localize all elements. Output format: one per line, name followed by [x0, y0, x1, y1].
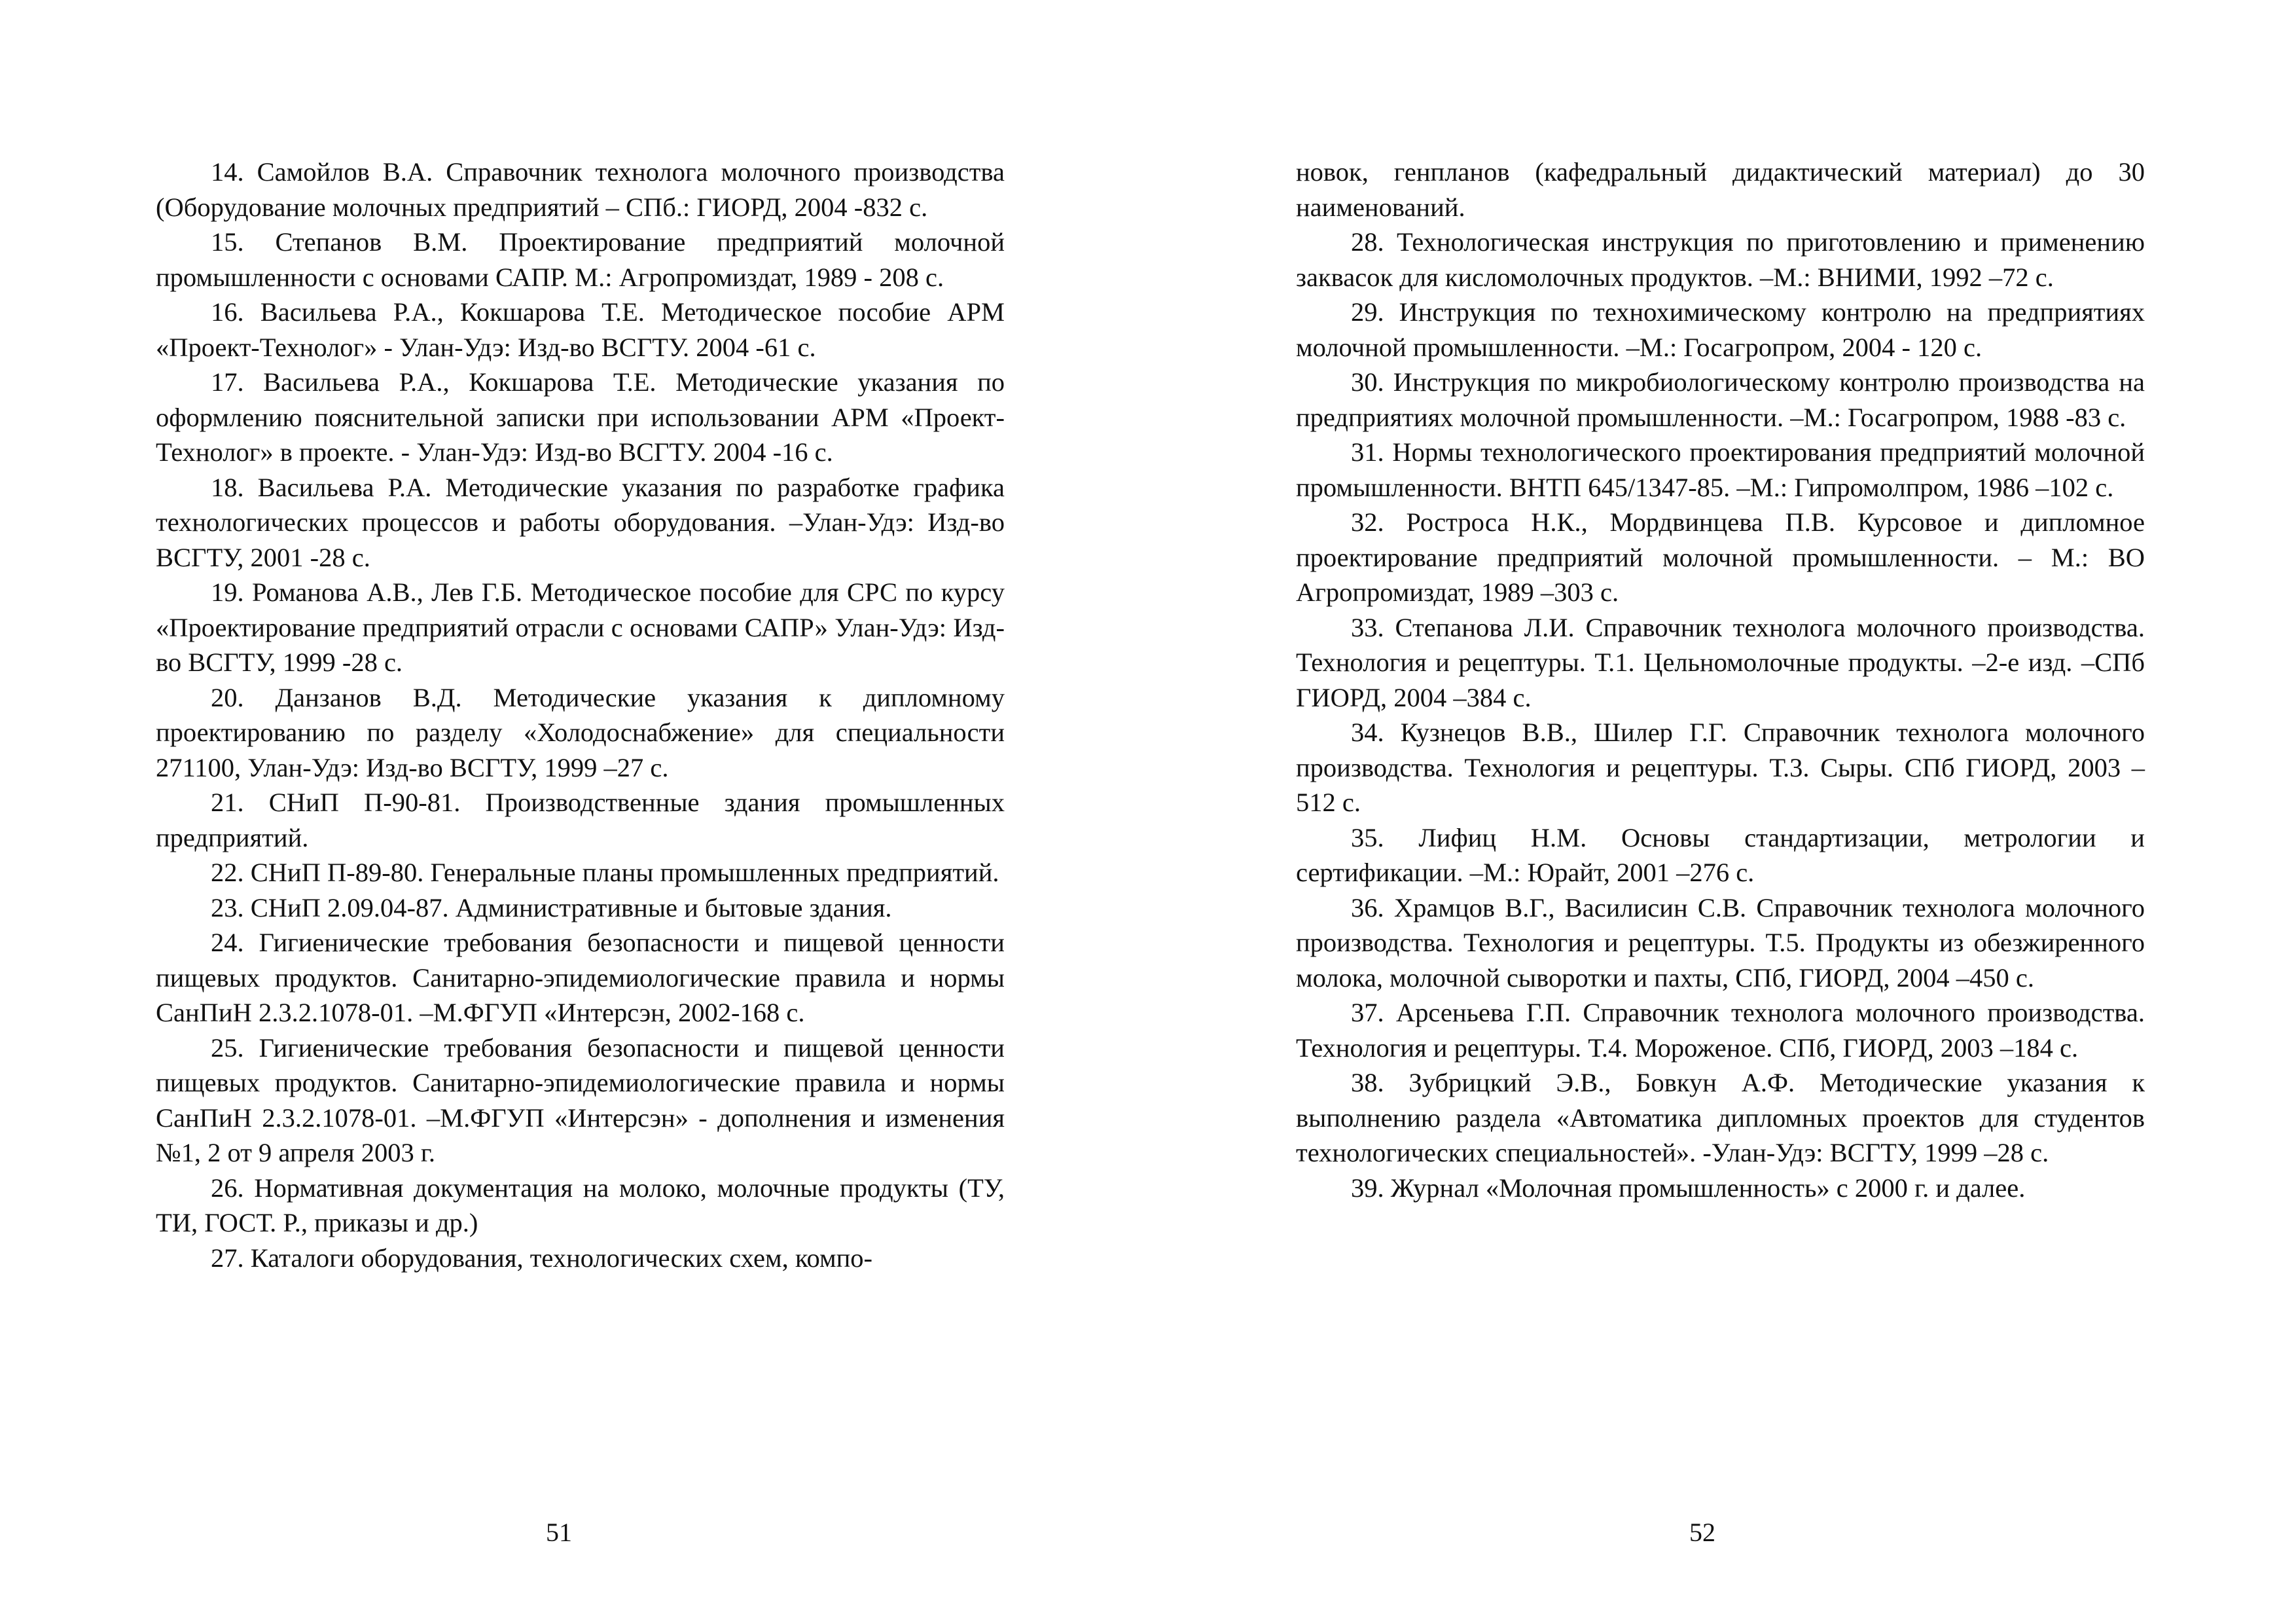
reference-entry-32: 32. Ростроса Н.К., Мордвинцева П.В. Курсовое и дипломное проектирование предприятий молочной промышленности. – М.: ВО Агропромиздат, 1989 –303 с. [1296, 507, 2145, 607]
reference-entry-17: 17. Васильева Р.А., Кокшарова Т.Е. Методические указания по оформлению пояснительной записки при использовании АРМ «Проект-Технолог» в проекте. - Улан-Удэ: Изд-во ВСГТУ. 2004 -16 с. [156, 367, 1005, 467]
reference-entry-25: 25. Гигиенические требования безопасности и пищевой ценности пищевых продуктов. Санитарно-эпидемиологические правила и нормы СанПиН 2.3.2.1078-01. –М.ФГУП «Интерсэн» - дополнения и изменения №1, 2 от 9 апреля 2003 г. [156, 1032, 1005, 1167]
reference-entry-34: 34. Кузнецов В.В., Шилер Г.Г. Справочник технолога молочного производства. Технология и рецептуры. Т.3. Сыры. СПб ГИОРД, 2003 –512 с. [1296, 718, 2145, 817]
reference-entry-21: 21. СНиП П-90-81. Производственные здания промышленных предприятий. [156, 788, 1005, 852]
right-page [1148, 0, 2296, 1623]
right-reference-list [1296, 155, 2145, 1205]
reference-entry-36: 36. Храмцов В.Г., Василисин С.В. Справочник технолога молочного производства. Технология и рецептуры. Т.5. Продукты из обезжиренного молока, молочной сыворотки и пахты, СПб, ГИОРД, 2004 –450 с. [1296, 892, 2145, 993]
reference-entry-18: 18. Васильева Р.А. Методические указания по разработке графика технологических процессов и работы оборудования. –Улан-Удэ: Изд-во ВСГТУ, 2001 -28 с. [156, 472, 1005, 572]
reference-entry-37: 37. Арсеньева Г.П. Справочник технолога молочного производства. Технология и рецептуры. Т.4. Мороженое. СПб, ГИОРД, 2003 –184 с. [1296, 998, 2145, 1063]
reference-entry-16: 16. Васильева Р.А., Кокшарова Т.Е. Методическое пособие АРМ «Проект-Технолог» - Улан-Удэ: Изд-во ВСГТУ. 2004 -61 с. [156, 297, 1005, 362]
reference-entry-26: 26. Нормативная документация на молоко, молочные продукты (ТУ, ТИ, ГОСТ. Р., приказы и др.) [156, 1173, 1005, 1237]
reference-entry-14: 14. Самойлов В.А. Справочник технолога молочного производства (Оборудование молочных предприятий – СПб.: ГИОРД, 2004 -832 с. [156, 157, 1005, 222]
reference-entry-30: 30. Инструкция по микробиологическому контролю производства на предприятиях молочной промышленности. –М.: Госагропром, 1988 -83 с. [1296, 367, 2145, 432]
page-number: 51 [546, 1518, 572, 1547]
reference-entry-23: 23. СНиП 2.09.04-87. Административные и бытовые здания. [211, 892, 892, 922]
reference-entry-20: 20. Данзанов В.Д. Методические указания к дипломному проектированию по разделу «Холодоснабжение» для специальности 271100, Улан-Удэ: Изд-во ВСГТУ, 1999 –27 с. [156, 682, 1005, 782]
reference-entry-28: 28. Технологическая инструкция по приготовлению и применению заквасок для кисломолочных продуктов. –М.: ВНИМИ, 1992 –72 с. [1296, 227, 2145, 292]
reference-entry-35: 35. Лифиц Н.М. Основы стандартизации, метрологии и сертификации. –М.: Юрайт, 2001 –276 с. [1296, 822, 2145, 887]
reference-entry-29: 29. Инструкция по технохимическому контролю на предприятиях молочной промышленности. –М.: Госагропром, 2004 - 120 с. [1296, 297, 2145, 362]
reference-entry-24: 24. Гигиенические требования безопасности и пищевой ценности пищевых продуктов. Санитарно-эпидемиологические правила и нормы СанПиН 2.3.2.1078-01. –М.ФГУП «Интерсэн, 2002-168 с. [156, 928, 1005, 1027]
reference-entry-27-continuation: новок, генпланов (кафедральный дидактический материал) до 30 наименований. [1296, 157, 2145, 222]
reference-entry-31: 31. Нормы технологического проектирования предприятий молочной промышленности. ВНТП 645/1347-85. –М.: Гипромолпром, 1986 –102 с. [1296, 437, 2145, 502]
reference-entry-33: 33. Степанова Л.И. Справочник технолога молочного производства. Технология и рецептуры. Т.1. Цельномолочные продукты. –2-е изд. –СПб ГИОРД, 2004 –384 с. [1296, 612, 2145, 712]
reference-entry-19: 19. Романова А.В., Лев Г.Б. Методическое пособие для СРС по курсу «Проектирование предприятий отрасли с основами САПР» Улан-Удэ: Изд-во ВСГТУ, 1999 -28 с. [156, 577, 1005, 677]
reference-entry-39: 39. Журнал «Молочная промышленность» с 2000 г. и далее. [1351, 1173, 2026, 1203]
reference-entry-15: 15. Степанов В.М. Проектирование предприятий молочной промышленности с основами САПР. М.: Агропромиздат, 1989 - 208 с. [156, 227, 1005, 292]
reference-entry-38: 38. Зубрицкий Э.В., Бовкун А.Ф. Методические указания к выполнению раздела «Автоматика дипломных проектов для студентов технологических специальностей». -Улан-Удэ: ВСГТУ, 1999 –28 с. [1296, 1068, 2145, 1167]
left-reference-list [156, 155, 1005, 1275]
reference-entry-27: 27. Каталоги оборудования, технологических схем, компо- [211, 1243, 872, 1273]
reference-entry-22: 22. СНиП П-89-80. Генеральные планы промышленных предприятий. [211, 858, 999, 887]
page-number: 52 [1689, 1518, 1715, 1547]
